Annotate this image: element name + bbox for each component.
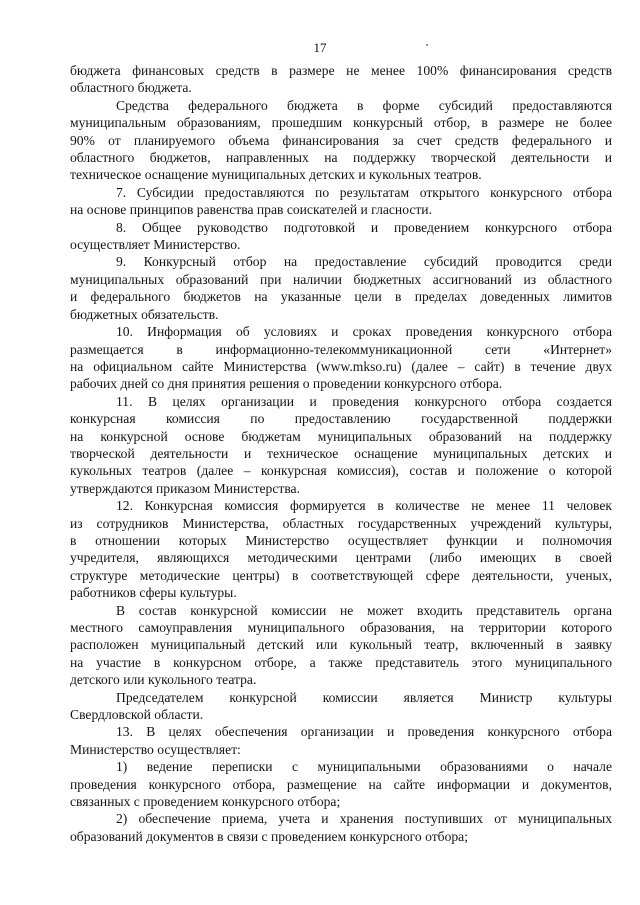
text-line: 11. В целях организации и проведения конкурсного отбора создается bbox=[116, 393, 612, 409]
paragraph bbox=[70, 758, 612, 810]
text-line: областного бюджетов, направленных на поддержку творческой деятельности и bbox=[70, 150, 612, 166]
text-line: 10. Информация об условиях и сроках проведения конкурсного отбора bbox=[116, 324, 612, 340]
text-line: структуре методические центры) в соответствующей сфере деятельности, ученых, bbox=[70, 567, 612, 583]
text-line: 12. Конкурсная комиссия формируется в количестве не менее 11 человек bbox=[116, 498, 612, 514]
text-line: связанных с проведением конкурсного отбора; bbox=[70, 794, 341, 810]
text-line: творческой деятельности и техническое оснащение муниципальных детских и bbox=[70, 445, 612, 461]
text-line: Свердловской области. bbox=[70, 707, 204, 723]
text-line: областного бюджета. bbox=[70, 80, 192, 96]
paragraph bbox=[70, 810, 612, 845]
text-line: местного самоуправления муниципального образования, на территории которого bbox=[70, 620, 612, 635]
text-line: техническое оснащение муниципальных детских и кукольных театров. bbox=[70, 167, 482, 183]
paragraph bbox=[70, 219, 612, 254]
text-line: осуществляет Министерство. bbox=[70, 237, 241, 253]
text-line: образований документов в связи с проведением конкурсного отбора; bbox=[70, 828, 468, 844]
text-line: 2) обеспечение приема, учета и хранения поступивших от муниципальных bbox=[116, 811, 612, 827]
text-line: Председателем конкурсной комиссии является Министр культуры bbox=[116, 689, 612, 705]
text-line: 1) ведение переписки с муниципальными образованиями о начале bbox=[116, 759, 612, 775]
text-line: 9. Конкурсный отбор на предоставление субсидий проводится среди bbox=[116, 254, 612, 270]
paragraph bbox=[70, 723, 612, 758]
text-line: муниципальным образованиям, прошедшим конкурсный отбор, в размере не более bbox=[70, 115, 612, 131]
text-line: из сотрудников Министерства, областных государственных учреждений культуры, bbox=[70, 515, 612, 531]
paragraph bbox=[70, 62, 612, 97]
text-line: детского или кукольного театра. bbox=[70, 672, 257, 688]
text-line: бюджета финансовых средств в размере не менее 100% финансирования средств bbox=[70, 63, 612, 78]
paragraph bbox=[70, 323, 612, 393]
text-line: на основе принципов равенства прав соискателей и гласности. bbox=[70, 202, 432, 218]
text-line: на конкурсной основе бюджетам муниципальных образований на поддержку bbox=[70, 428, 612, 444]
paragraph bbox=[70, 602, 612, 689]
paragraph bbox=[70, 184, 612, 219]
paragraph bbox=[70, 689, 612, 724]
paragraph bbox=[70, 97, 612, 184]
text-line: утверждаются приказом Министерства. bbox=[70, 480, 300, 496]
text-line: бюджетных обязательств. bbox=[70, 306, 219, 322]
paragraph bbox=[70, 497, 612, 601]
text-line: размещается в информационно-телекоммуникационной сети «Интернет» bbox=[70, 341, 612, 357]
text-line: расположен муниципальный детский или кукольный театр, включенный в заявку bbox=[70, 637, 612, 653]
text-line: и федерального бюджетов на указанные цели в пределах доведенных лимитов bbox=[70, 289, 612, 305]
text-line: рабочих дней со дня принятия решения о проведении конкурсного отбора. bbox=[70, 376, 503, 392]
text-line: кукольных театров (далее – конкурсная комиссия), состав и положение о которой bbox=[70, 463, 612, 479]
text-line: конкурсная комиссия по предоставлению государственной поддержки bbox=[70, 411, 612, 427]
text-line: в отношении которых Министерство осуществляет функции и полномочия bbox=[70, 532, 612, 548]
paragraph bbox=[70, 253, 612, 323]
page-number: 17 bbox=[313, 40, 327, 55]
text-line: 7. Субсидии предоставляются по результатам открытого конкурсного отбора bbox=[116, 184, 612, 200]
text-line: работников сферы культуры. bbox=[70, 585, 237, 601]
text-line: 13. В целях обеспечения организации и проведения конкурсного отбора bbox=[116, 724, 612, 740]
text-line: Министерство осуществляет: bbox=[70, 741, 241, 757]
text-line: на участие в конкурсном отборе, а также представитель этого муниципального bbox=[70, 654, 612, 670]
text-line: учредителя, являющихся методическими центрами (либо имеющих в своей bbox=[70, 550, 612, 566]
scan-artifact bbox=[426, 44, 428, 46]
paragraph bbox=[70, 393, 612, 497]
text-line: 8. Общее руководство подготовкой и проведением конкурсного отбора bbox=[116, 219, 612, 235]
text-line: Средства федерального бюджета в форме субсидий предоставляются bbox=[116, 97, 612, 113]
document-body bbox=[70, 62, 612, 845]
text-line: проведения конкурсного отбора, размещение на сайте информации и документов, bbox=[70, 776, 612, 792]
text-line: муниципальных образований при наличии бюджетных ассигнований из областного bbox=[70, 271, 612, 287]
text-line: В состав конкурсной комиссии не может входить представитель органа bbox=[116, 602, 612, 618]
text-line: 90% от планируемого объема финансирования за счет средств федерального и bbox=[70, 132, 612, 148]
text-line: на официальном сайте Министерства (www.mkso.ru) (далее – сайт) в течение двух bbox=[70, 358, 612, 374]
